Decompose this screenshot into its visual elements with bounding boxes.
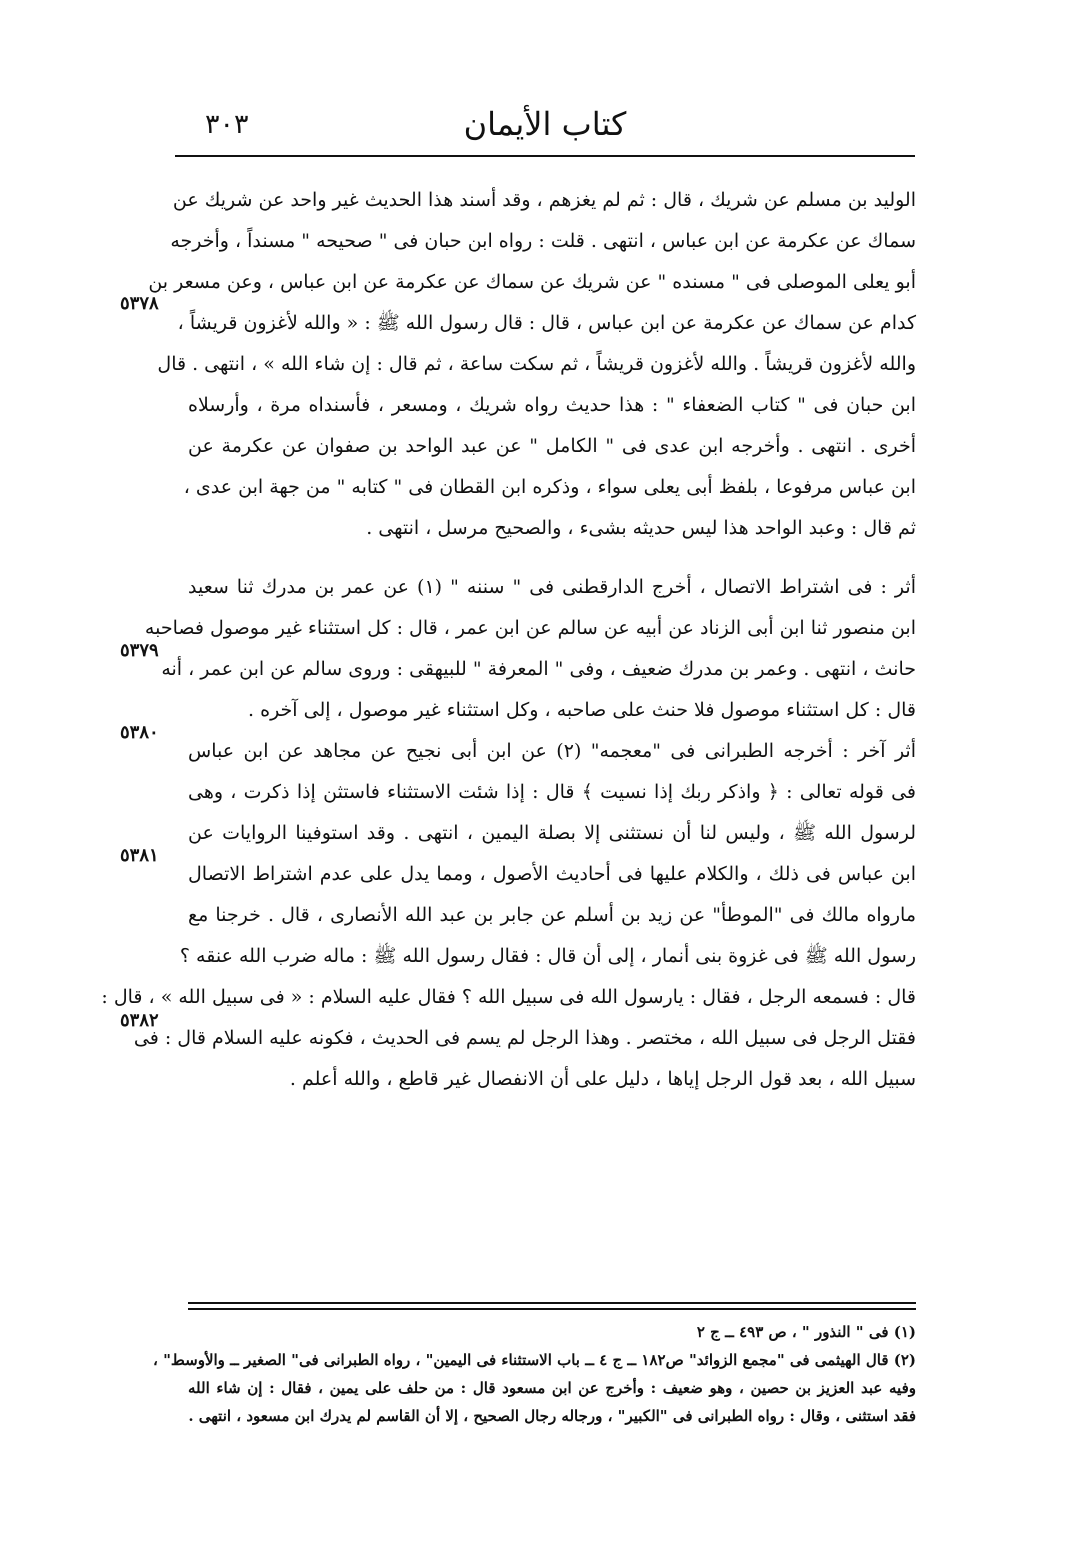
text-line: سبيل الله ، بعد قول الرجل إياها ، دليل على أن الانفصال غير قاطع ، والله أعلم . xyxy=(289,1068,916,1090)
page-number: ٣٠٣ xyxy=(205,109,249,140)
text-line: أثر آخر : أخرجه الطبرانى فى "معجمه" (٢) عن ابن أبى نجيح عن مجاهد عن ابن عباس xyxy=(188,740,916,762)
text-line: مارواه مالك فى "الموطأ" عن زيد بن أسلم عن جابر بن عبد الله الأنصارى ، قال . خرجنا مع xyxy=(188,904,916,926)
text-line: فقتل الرجل فى سبيل الله ، مختصر . وهذا الرجل لم يسم فى الحديث ، فكونه عليه السلام قال : فى xyxy=(133,1027,916,1049)
header-divider xyxy=(175,155,915,157)
margin-ref-number: ٥٣٨٠ xyxy=(120,722,159,743)
footnotes xyxy=(153,1318,916,1430)
text-line: قال : فسمعه الرجل ، فقال : يارسول الله فى سبيل الله ؟ فقال عليه السلام : « فى سبيل الله » ، قال : xyxy=(101,986,916,1008)
footnote-line: (٢) قال الهيثمى فى "مجمع الزوائد" ص١٨٢ ــ ج ٤ ــ باب الاستثناء فى اليمين" ، رواه الطبرانى فى" الصغير ــ والأوسط" ، xyxy=(153,1351,916,1369)
text-line: أبو يعلى الموصلى فى " مسنده " عن شريك عن سماك عن عكرمة عن ابن عباس ، وعن مسعر بن xyxy=(148,271,916,293)
text-line: ابن منصور ثنا ابن أبى الزناد عن أبيه عن سالم عن ابن عمر ، قال : كل استثناء غير موصول فصاحبه xyxy=(144,617,916,639)
text-line: ابن عباس مرفوعا ، بلفظ أبى يعلى سواء ، وذكره ابن القطان فى " كتابه " من جهة ابن عدى ، xyxy=(183,476,916,498)
text-line: أثر : فى اشتراط الاتصال ، أخرج الدارقطنى فى " سننه " (١) عن عمر بن مدرك ثنا سعيد xyxy=(188,576,916,598)
text-line: رسول الله ﷺ فى غزوة بنى أنمار ، إلى أن قال : فقال رسول الله ﷺ : ماله ضرب الله عنقه ؟ xyxy=(179,945,916,967)
text-line: فى قوله تعالى : ﴿ واذكر ربك إذا نسيت ﴾ قال : إذا شئت الاستثناء فاستثن إذا ذكرت ، وهى xyxy=(188,781,916,803)
footnote-line: وفيه عبد العزيز بن حصين ، وهو ضعيف : وأخرج عن ابن مسعود قال : من حلف على يمين ، فقال : إن شاء الله xyxy=(188,1379,916,1397)
text-line: ابن عباس فى ذلك ، والكلام عليها فى أحاديث الأصول ، ومما يدل على عدم اشتراط الاتصال xyxy=(188,863,916,885)
margin-ref-number: ٥٣٨٢ xyxy=(120,1010,159,1031)
text-line: قال : كل استثناء موصول فلا حنث على صاحبه ، وكل استثناء غير موصول ، إلى آخره . xyxy=(248,699,916,721)
text-line: سماك عن عكرمة عن ابن عباس ، انتهى . قلت : رواه ابن حبان فى " صحيحه " مسنداً ، وأخرجه xyxy=(170,230,916,252)
margin-ref-number: ٥٣٧٩ xyxy=(120,640,159,661)
page-header xyxy=(175,100,915,150)
margin-ref-number: ٥٣٨١ xyxy=(120,845,159,866)
text-line: الوليد بن مسلم عن شريك ، قال : ثم لم يغزهم ، وقد أسند هذا الحديث غير واحد عن شريك عن xyxy=(172,189,916,211)
footnote-line: (١) فى " النذور " ، ص ٤٩٣ ــ ج ٢ xyxy=(696,1323,916,1341)
text-line: أخرى . انتهى . وأخرجه ابن عدى فى " الكامل " عن عبد الواحد بن صفوان عن عكرمة عن xyxy=(188,435,916,457)
footnote-line: فقد استثنى ، وقال : رواه الطبرانى فى "الكبير" ، ورجاله رجال الصحيح ، إلا أن القاسم لم يدرك ابن مسعود ، انتهى . xyxy=(188,1407,916,1425)
footnote-divider xyxy=(188,1302,916,1304)
margin-ref-number: ٥٣٧٨ xyxy=(120,293,159,314)
text-line: كدام عن سماك عن عكرمة عن ابن عباس ، قال : قال رسول الله ﷺ : « والله لأغزون قريشاً ، xyxy=(177,312,916,334)
text-line: حانث ، انتهى . وعمر بن مدرك ضعيف ، وفى " المعرفة " للبيهقى : وروى سالم عن ابن عمر ، أنه xyxy=(161,658,916,680)
footnote-divider xyxy=(188,1308,916,1310)
text-line: لرسول الله ﷺ ، وليس لنا أن نستثنى إلا بصلة اليمين ، انتهى . وقد استوفينا الروايات عن xyxy=(188,822,917,844)
text-line: والله لأغزون قريشاً . والله لأغزون قريشاً ، ثم سكت ساعة ، ثم قال : إن شاء الله » ، انتهى . قال xyxy=(157,353,916,375)
page-title: كتاب الأيمان xyxy=(463,105,627,143)
text-line: ثم قال : وعبد الواحد هذا ليس حديثه بشىء ، والصحيح مرسل ، انتهى . xyxy=(366,517,916,539)
text-line: ابن حبان فى " كتاب الضعفاء " : هذا حديث رواه شريك ، ومسعر ، فأسنداه مرة ، وأرسلاه xyxy=(188,394,916,416)
